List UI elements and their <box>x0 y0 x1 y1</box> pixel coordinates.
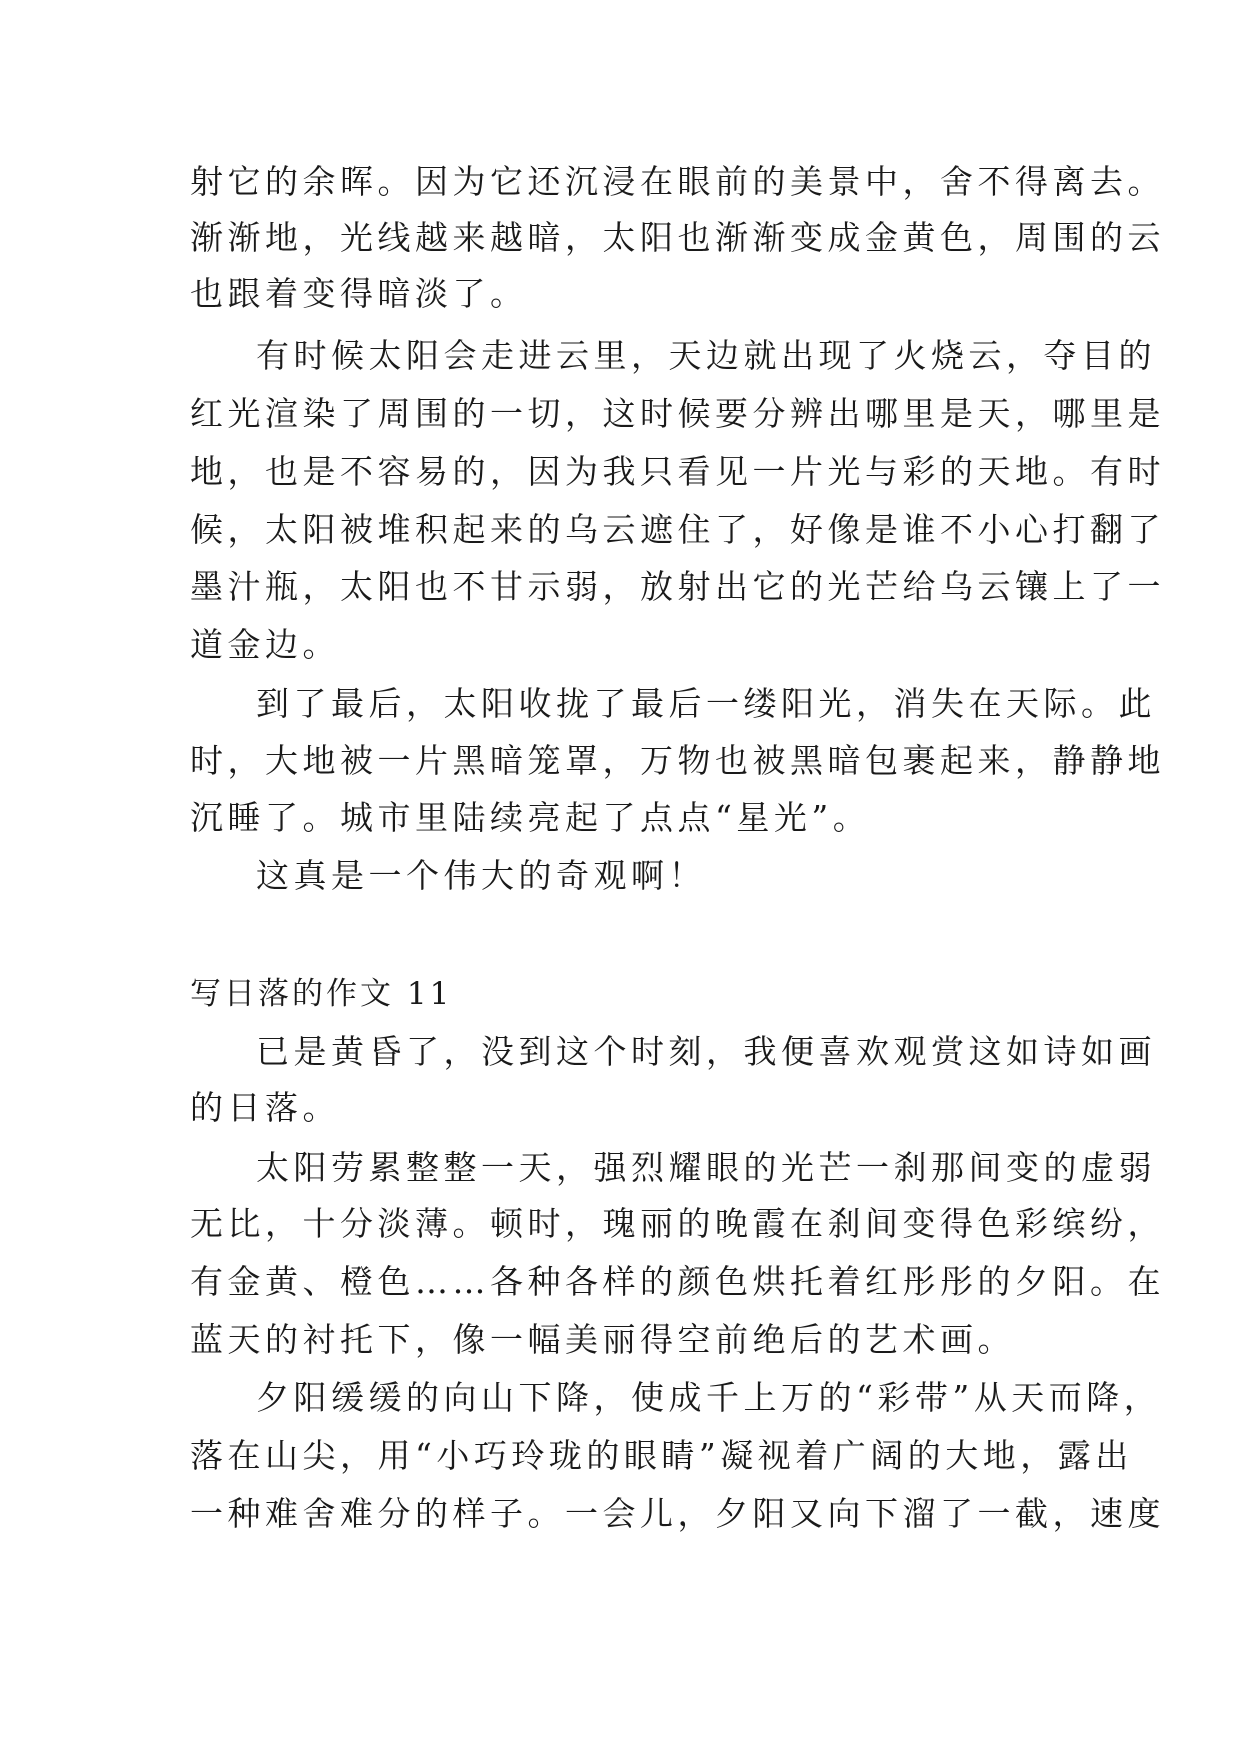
paragraph-line: 候，太阳被堆积起来的乌云遮住了，好像是谁不小心打翻了 <box>190 510 1165 549</box>
paragraph-line: 到了最后，太阳收拢了最后一缕阳光，消失在天际。此 <box>256 684 1156 723</box>
paragraph-line: 蓝天的衬托下，像一幅美丽得空前绝后的艺术画。 <box>190 1320 1015 1359</box>
paragraph-line: 时，大地被一片黑暗笼罩，万物也被黑暗包裹起来，静静地 <box>190 741 1165 780</box>
paragraph-line: 有时候太阳会走进云里，天边就出现了火烧云，夺目的 <box>256 336 1156 375</box>
paragraph-line: 有金黄、橙色……各种各样的颜色烘托着红彤彤的夕阳。在 <box>190 1262 1165 1301</box>
paragraph-line: 道金边。 <box>190 625 340 664</box>
paragraph-line: 墨汁瓶，太阳也不甘示弱，放射出它的光芒给乌云镶上了一 <box>190 567 1165 606</box>
paragraph-line: 沉睡了。城市里陆续亮起了点点“星光”。 <box>190 798 871 837</box>
paragraph-line: 夕阳缓缓的向山下降，使成千上万的“彩带”从天而降， <box>256 1378 1162 1417</box>
paragraph-line: 已是黄昏了，没到这个时刻，我便喜欢观赏这如诗如画 <box>256 1032 1156 1071</box>
paragraph-line: 也跟着变得暗淡了。 <box>190 274 528 313</box>
paragraph-line: 射它的余晖。因为它还沉浸在眼前的美景中，舍不得离去。 <box>190 162 1165 201</box>
paragraph-line: 太阳劳累整整一天，强烈耀眼的光芒一刹那间变的虚弱 <box>256 1148 1156 1187</box>
paragraph-line: 渐渐地，光线越来越暗，太阳也渐渐变成金黄色，周围的云 <box>190 218 1165 257</box>
paragraph-line: 红光渲染了周围的一切，这时候要分辨出哪里是天，哪里是 <box>190 394 1165 433</box>
paragraph-line: 地，也是不容易的，因为我只看见一片光与彩的天地。有时 <box>190 452 1165 491</box>
section-title: 写日落的作文 11 <box>190 976 453 1012</box>
paragraph-line: 这真是一个伟大的奇观啊！ <box>256 856 706 895</box>
paragraph-line: 一种难舍难分的样子。一会儿，夕阳又向下溜了一截，速度 <box>190 1494 1165 1533</box>
paragraph-line: 的日落。 <box>190 1088 340 1127</box>
paragraph-line: 无比，十分淡薄。顿时，瑰丽的晚霞在刹间变得色彩缤纷， <box>190 1204 1165 1243</box>
paragraph-line: 落在山尖，用“小巧玲珑的眼睛”凝视着广阔的大地，露出 <box>190 1436 1133 1475</box>
